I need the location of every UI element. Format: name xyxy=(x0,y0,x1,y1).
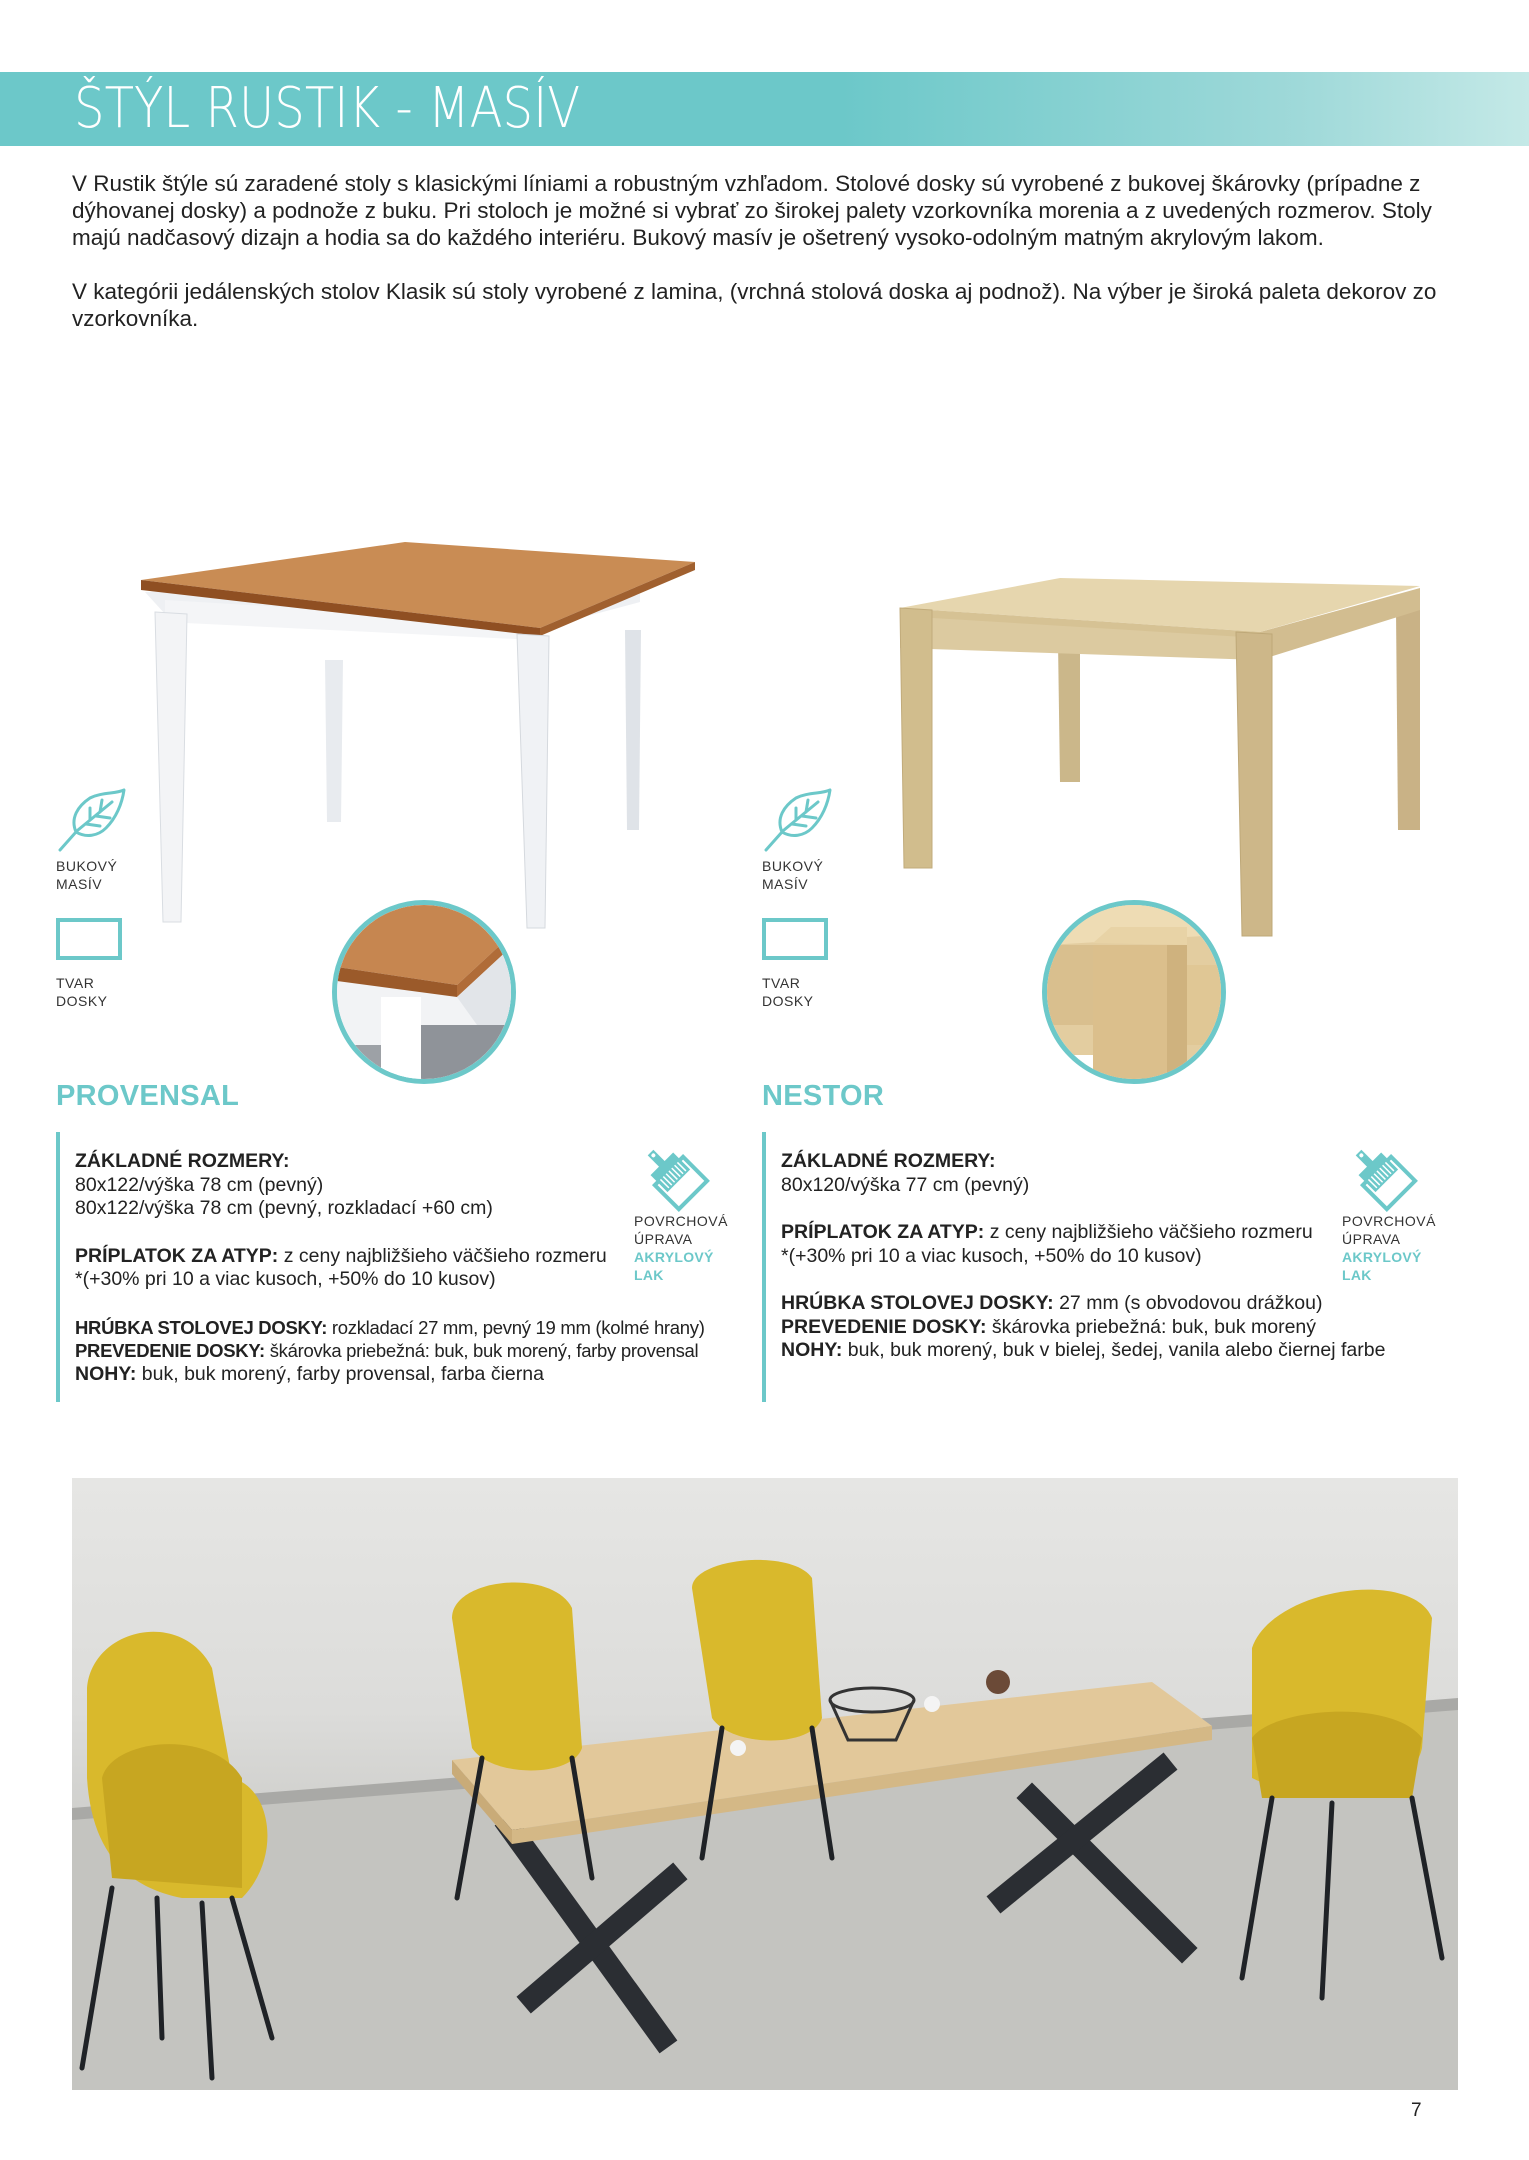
feature-material xyxy=(762,788,834,893)
paint-brush-icon xyxy=(1346,1140,1422,1212)
finish-value: AKRYLOVÝ LAK xyxy=(1342,1249,1422,1283)
spec-value: škárovka priebežná: buk, buk morený, farby provensal xyxy=(264,1340,699,1361)
intro-paragraph: V kategórii jedálenských stolov Klasik sú stoly vyrobené z lamina, (vrchná stolová doska aj podnož). Na výber je široká paleta dekorov zo vzorkovníka. xyxy=(72,279,1437,331)
leaf-icon xyxy=(762,788,834,852)
spec-atyp xyxy=(75,1245,726,1292)
spec-label: PREVEDENIE DOSKY: xyxy=(781,1315,987,1338)
feature-shape-label: DOSKY xyxy=(56,993,108,1009)
leaf-icon xyxy=(56,788,128,852)
feature-shape-label: DOSKY xyxy=(762,993,814,1009)
page-title: ŠTÝL RUSTIK - MASÍV xyxy=(74,76,581,141)
product-image-provensal-table xyxy=(135,540,735,960)
detail-image-nestor xyxy=(1042,900,1226,1084)
product-specs xyxy=(56,1132,726,1402)
spec-label: NOHY: xyxy=(75,1362,137,1385)
product-name: NESTOR xyxy=(762,1080,885,1112)
spec-label: ZÁKLADNÉ ROZMERY: xyxy=(781,1150,996,1172)
spec-label: PRÍPLATOK ZA ATYP: xyxy=(781,1221,985,1243)
rectangle-icon xyxy=(56,918,122,960)
spec-value: 80x122/výška 78 cm (pevný) xyxy=(75,1173,324,1196)
spec-label: PRÍPLATOK ZA ATYP: xyxy=(75,1244,279,1267)
spec-dimensions xyxy=(75,1150,726,1221)
finish-value: AKRYLOVÝ LAK xyxy=(634,1249,714,1283)
feature-material-label: MASÍV xyxy=(56,876,103,892)
spec-details xyxy=(781,1292,1432,1363)
intro-paragraph: V Rustik štýle sú zaradené stoly s klasickými líniami a robustným vzhľadom. Stolové dosky sú vyrobené z bukovej škárovky (prípadne z dýhovanej dosky) a podnože z buku. Pri stoloch je možné si vybrať zo širokej palety vzorkovníka morenia a z uvedených rozmerov. Stoly majú nadčasový dizajn a hodia sa do každého interiéru. Bukový masív je ošetrený vysoko-odolným matným akrylovým lakom. xyxy=(72,171,1432,250)
room-photo xyxy=(72,1478,1458,2090)
spec-value: 27 mm (s obvodovou drážkou) xyxy=(1053,1292,1323,1314)
spec-label: ZÁKLADNÉ ROZMERY: xyxy=(75,1150,290,1172)
product-nestor xyxy=(750,540,1450,1420)
finish-label: ÚPRAVA xyxy=(1342,1231,1401,1247)
spec-note: *(+30% pri 10 a viac kusoch, +50% do 10 kusov) xyxy=(75,1268,496,1290)
finish-label: POVRCHOVÁ xyxy=(1342,1213,1436,1229)
spec-atyp xyxy=(781,1221,1432,1268)
spec-value: z ceny najbližšieho väčšieho rozmeru xyxy=(984,1221,1313,1243)
spec-label: HRÚBKA STOLOVEJ DOSKY: xyxy=(781,1292,1054,1314)
feature-shape-label: TVAR xyxy=(56,975,95,991)
spec-value: buk, buk morený, buk v bielej, šedej, vanila alebo čiernej farbe xyxy=(842,1339,1386,1361)
spec-label: HRÚBKA STOLOVEJ DOSKY: xyxy=(75,1316,328,1338)
product-specs xyxy=(762,1132,1432,1402)
spec-label: NOHY: xyxy=(781,1339,843,1361)
spec-value: škárovka priebežná: buk, buk morený xyxy=(986,1315,1317,1338)
finish-label: ÚPRAVA xyxy=(634,1231,693,1247)
header-banner xyxy=(0,72,1529,146)
detail-image-provensal xyxy=(332,900,516,1084)
spec-details xyxy=(75,1316,726,1387)
intro-text xyxy=(72,170,1462,359)
spec-dimensions xyxy=(781,1150,1432,1197)
feature-material-label: BUKOVÝ xyxy=(56,858,118,874)
finish-label: POVRCHOVÁ xyxy=(634,1213,728,1229)
feature-material-label: MASÍV xyxy=(762,876,809,892)
room-photo-illustration xyxy=(72,1478,1458,2090)
feature-finish xyxy=(1342,1140,1452,1284)
rectangle-icon xyxy=(762,918,828,960)
product-image-nestor-table xyxy=(880,560,1440,960)
feature-shape xyxy=(56,918,122,1010)
feature-finish xyxy=(634,1140,744,1284)
spec-value: 80x120/výška 77 cm (pevný) xyxy=(781,1173,1030,1196)
spec-value: rozkladací 27 mm, pevný 19 mm (kolmé hrany) xyxy=(327,1316,705,1338)
page-number: 7 xyxy=(1411,2100,1422,2121)
spec-note: *(+30% pri 10 a viac kusoch, +50% do 10 kusov) xyxy=(781,1244,1202,1267)
spec-value: 80x122/výška 78 cm (pevný, rozkladací +60 cm) xyxy=(75,1197,493,1219)
paint-brush-icon xyxy=(638,1140,714,1212)
product-provensal xyxy=(40,540,740,1420)
spec-label: PREVEDENIE DOSKY: xyxy=(75,1340,265,1361)
product-name: PROVENSAL xyxy=(56,1080,240,1112)
feature-material xyxy=(56,788,128,893)
feature-material-label: BUKOVÝ xyxy=(762,858,824,874)
spec-value: buk, buk morený, farby provensal, farba čierna xyxy=(136,1362,544,1385)
spec-value: z ceny najbližšieho väčšieho rozmeru xyxy=(278,1244,607,1267)
feature-shape xyxy=(762,918,828,1010)
feature-shape-label: TVAR xyxy=(762,975,801,991)
